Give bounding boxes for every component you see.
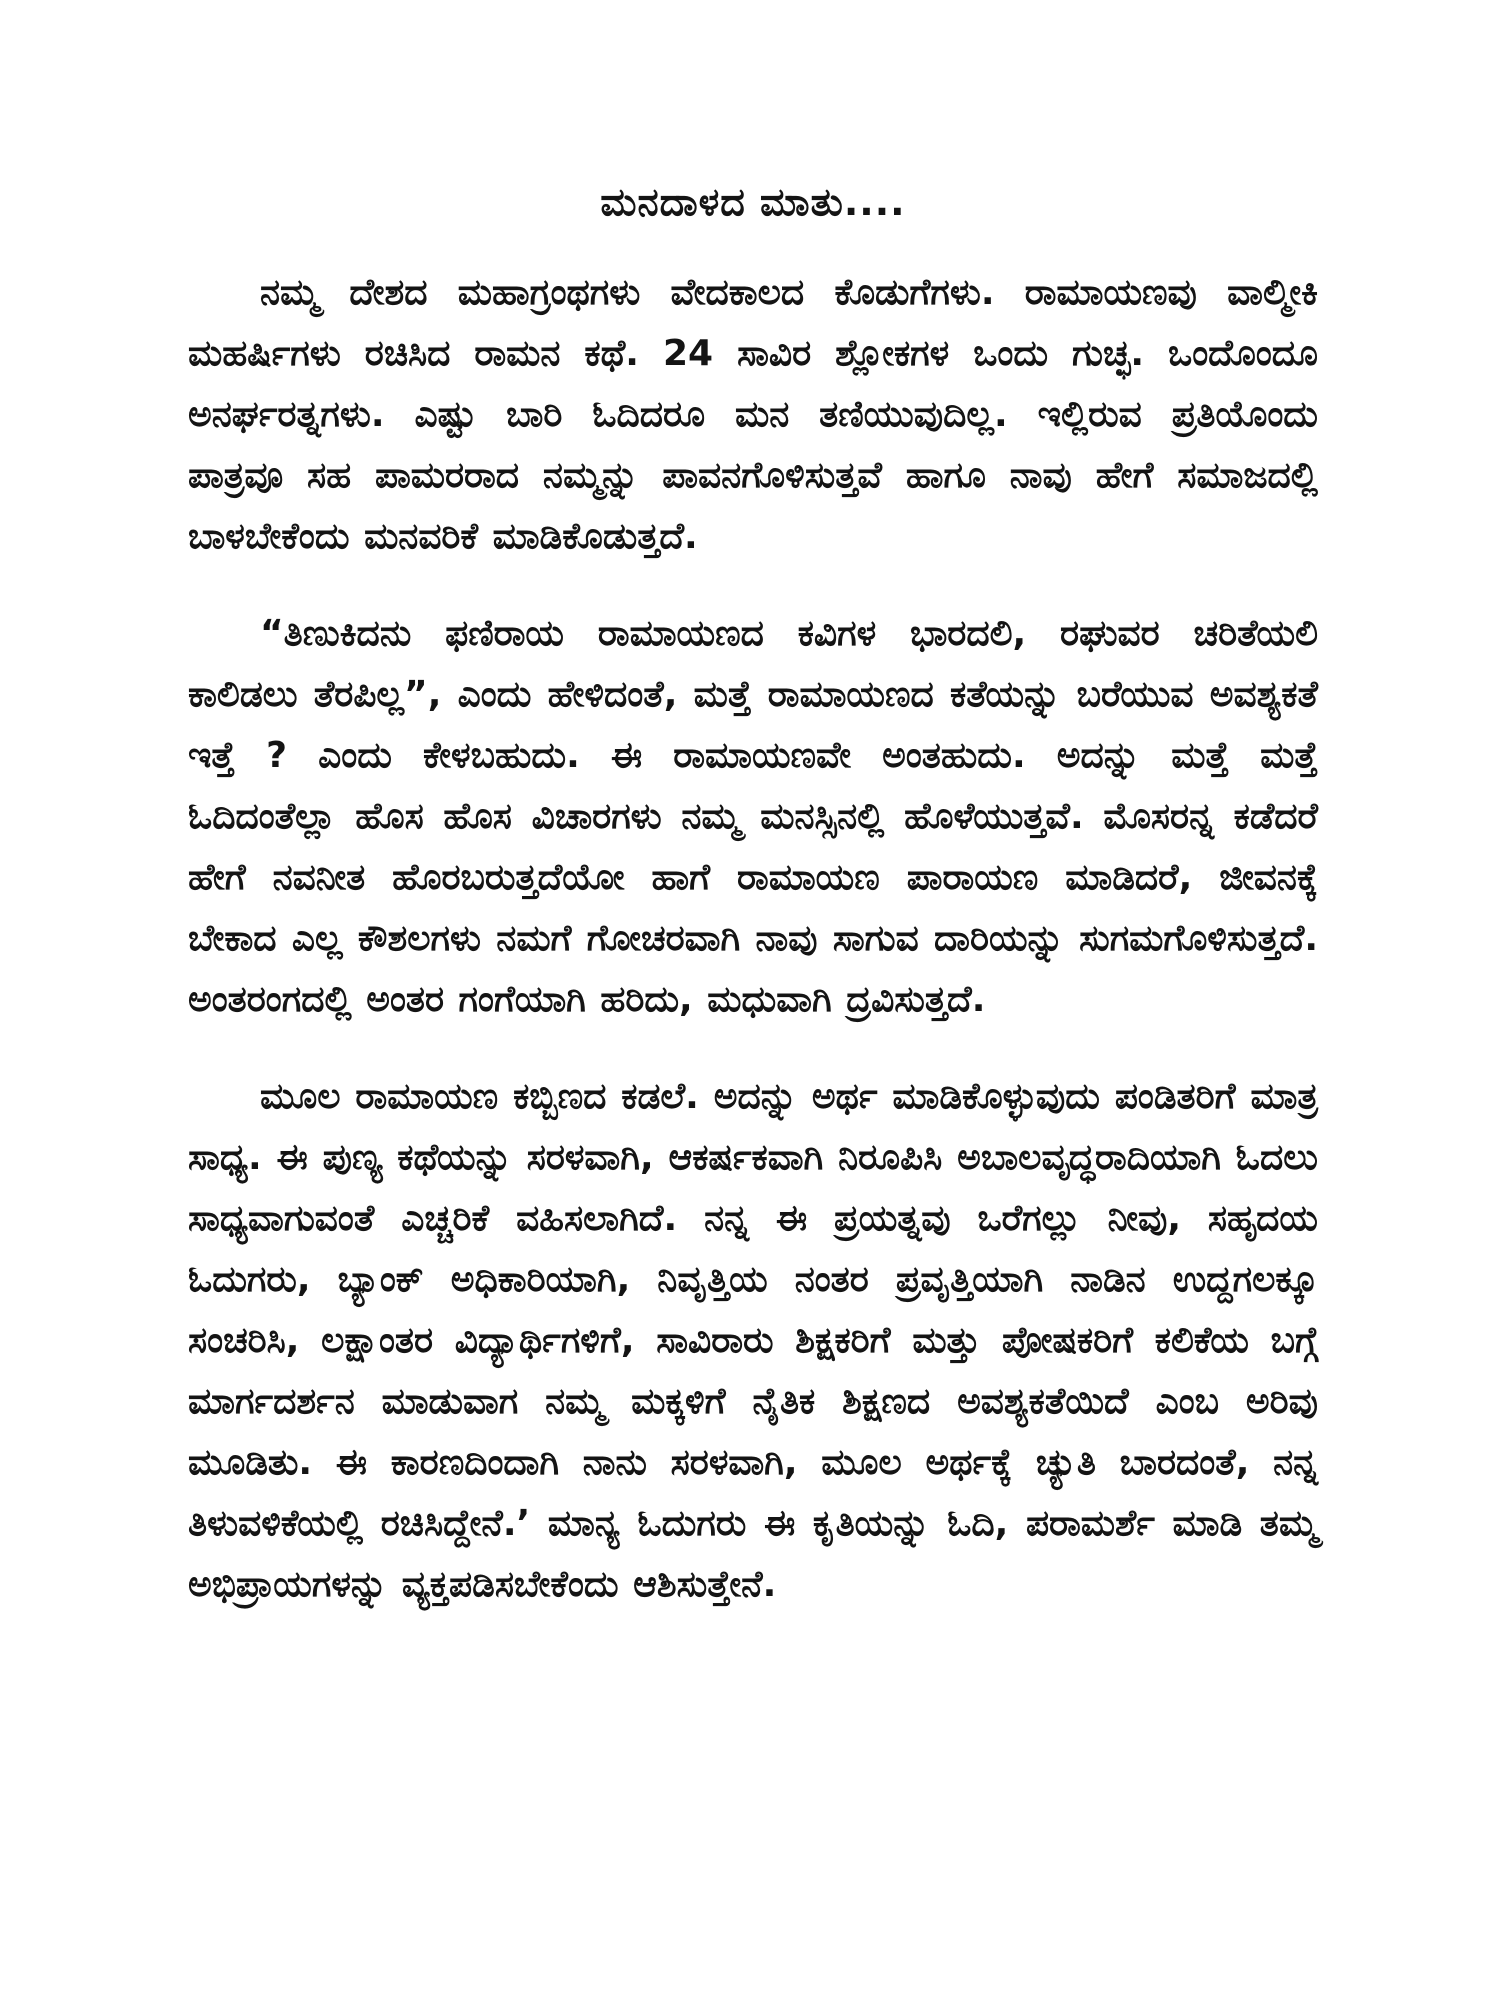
page-title: ಮನದಾಳದ ಮಾತು.... xyxy=(600,180,906,224)
paragraph-3: ಮೂಲ ರಾಮಾಯಣ ಕಬ್ಬಿಣದ ಕಡಲೆ. ಅದನ್ನು ಅರ್ಥ ಮಾಡಿಕೊಳ್ಳುವುದು ಪಂಡಿತರಿಗೆ ಮಾತ್ರ ಸಾಧ್ಯ. ಈ ಪುಣ್ಯ ಕಥೆಯನ್ನು ಸರಳವಾಗಿ, ಆಕರ್ಷಕವಾಗಿ ನಿರೂಪಿಸಿ ಅಬಾಲವೃದ್ಧರಾದಿಯಾಗಿ ಓದಲು ಸಾಧ್ಯವಾಗುವಂತೆ ಎಚ್ಚರಿಕೆ ವಹಿಸಲಾಗಿದೆ. ನನ್ನ ಈ ಪ್ರಯತ್ನವು ಒರೆಗಲ್ಲು ನೀವು, ಸಹೃದಯ ಓದುಗರು, ಬ್ಯಾಂಕ್ ಅಧಿಕಾರಿಯಾಗಿ, ನಿವೃತ್ತಿಯ ನಂತರ ಪ್ರವೃತ್ತಿಯಾಗಿ ನಾಡಿನ ಉದ್ದಗಲಕ್ಕೂ ಸಂಚರಿಸಿ, ಲಕ್ಷಾಂತರ ವಿದ್ಯಾರ್ಥಿಗಳಿಗೆ, ಸಾವಿರಾರು ಶಿಕ್ಷಕರಿಗೆ ಮತ್ತು ಪೋಷಕರಿಗೆ ಕಲಿಕೆಯ ಬಗ್ಗೆ ಮಾರ್ಗದರ್ಶನ ಮಾಡುವಾಗ ನಮ್ಮ ಮಕ್ಕಳಿಗೆ ನೈತಿಕ ಶಿಕ್ಷಣದ ಅವಶ್ಯಕತೆಯಿದೆ ಎಂಬ ಅರಿವು ಮೂಡಿತು. ಈ ಕಾರಣದಿಂದಾಗಿ ನಾನು ಸರಳವಾಗಿ, ಮೂಲ ಅರ್ಥಕ್ಕೆ ಚ್ಯುತಿ ಬಾರದಂತೆ, ನನ್ನ ತಿಳುವಳಿಕೆಯಲ್ಲಿ ರಚಿಸಿದ್ದೇನೆ.’ ಮಾನ್ಯ ಓದುಗರು ಈ ಕೃತಿಯನ್ನು ಓದಿ, ಪರಾಮರ್ಶೆ ಮಾಡಿ ತಮ್ಮ ಅಭಿಪ್ರಾಯಗಳನ್ನು ವ್ಯಕ್ತಪಡಿಸಬೇಕೆಂದು ಆಶಿಸುತ್ತೇನೆ. xyxy=(188,1076,1318,1605)
document-page xyxy=(188,172,1318,1651)
paragraph-2: “ತಿಣುಕಿದನು ಫಣಿರಾಯ ರಾಮಾಯಣದ ಕವಿಗಳ ಭಾರದಲಿ, ರಘುವರ ಚರಿತೆಯಲಿ ಕಾಲಿಡಲು ತೆರಪಿಲ್ಲ”, ಎಂದು ಹೇಳಿದಂತೆ, ಮತ್ತೆ ರಾಮಾಯಣದ ಕತೆಯನ್ನು ಬರೆಯುವ ಅವಶ್ಯಕತೆ ಇತ್ತೆ ? ಎಂದು ಕೇಳಬಹುದು. ಈ ರಾಮಾಯಣವೇ ಅಂತಹುದು. ಅದನ್ನು ಮತ್ತೆ ಮತ್ತೆ ಓದಿದಂತೆಲ್ಲಾ ಹೊಸ ಹೊಸ ವಿಚಾರಗಳು ನಮ್ಮ ಮನಸ್ಸಿನಲ್ಲಿ ಹೊಳೆಯುತ್ತವೆ. ಮೊಸರನ್ನ ಕಡೆದರೆ ಹೇಗೆ ನವನೀತ ಹೊರಬರುತ್ತದೆಯೋ ಹಾಗೆ ರಾಮಾಯಣ ಪಾರಾಯಣ ಮಾಡಿದರೆ, ಜೀವನಕ್ಕೆ ಬೇಕಾದ ಎಲ್ಲ ಕೌಶಲಗಳು ನಮಗೆ ಗೋಚರವಾಗಿ ನಾವು ಸಾಗುವ ದಾರಿಯನ್ನು ಸುಗಮಗೊಳಿಸುತ್ತದೆ. ಅಂತರಂಗದಲ್ಲಿ ಅಂತರ ಗಂಗೆಯಾಗಿ ಹರಿದು, ಮಧುವಾಗಿ ದ್ರವಿಸುತ್ತದೆ. xyxy=(188,613,1318,1020)
paragraph-1: ನಮ್ಮ ದೇಶದ ಮಹಾಗ್ರಂಥಗಳು ವೇದಕಾಲದ ಕೊಡುಗೆಗಳು. ರಾಮಾಯಣವು ವಾಲ್ಮೀಕಿ ಮಹರ್ಷಿಗಳು ರಚಿಸಿದ ರಾಮನ ಕಥೆ. 24 ಸಾವಿರ ಶ್ಲೋಕಗಳ ಒಂದು ಗುಚ್ಛ. ಒಂದೊಂದೂ ಅನರ್ಘರತ್ನಗಳು. ಎಷ್ಟು ಬಾರಿ ಓದಿದರೂ ಮನ ತಣಿಯುವುದಿಲ್ಲ. ಇಲ್ಲಿರುವ ಪ್ರತಿಯೊಂದು ಪಾತ್ರವೂ ಸಹ ಪಾಮರರಾದ ನಮ್ಮನ್ನು ಪಾವನಗೊಳಿಸುತ್ತವೆ ಹಾಗೂ ನಾವು ಹೇಗೆ ಸಮಾಜದಲ್ಲಿ ಬಾಳಬೇಕೆಂದು ಮನವರಿಕೆ ಮಾಡಿಕೊಡುತ್ತದೆ. xyxy=(188,272,1318,557)
